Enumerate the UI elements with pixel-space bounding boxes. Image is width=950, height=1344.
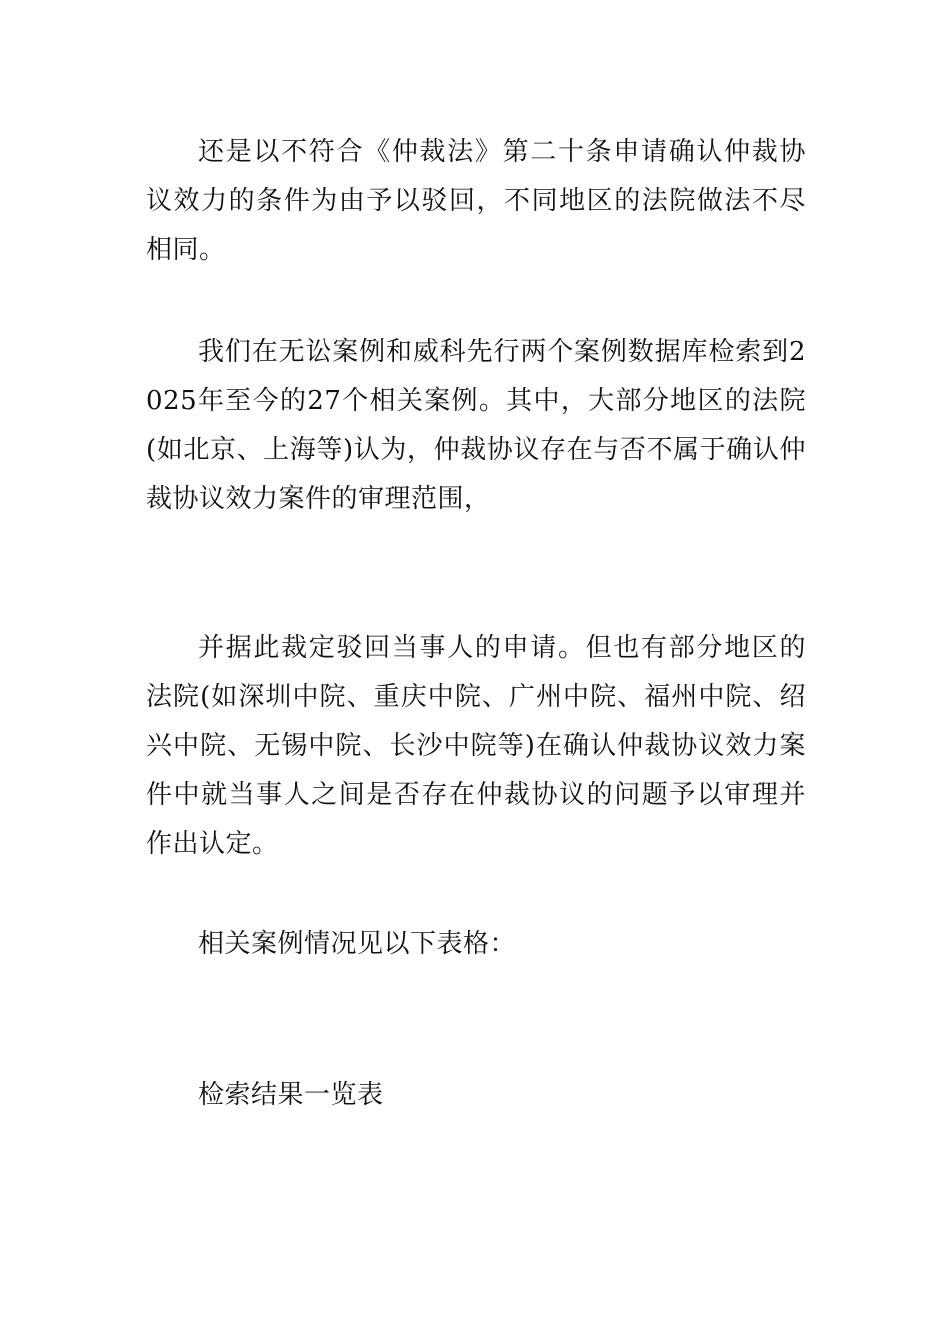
table-caption: 检索结果一览表 (198, 1080, 384, 1110)
paragraph-table-intro: 相关案例情况见以下表格： (198, 929, 517, 959)
paragraph-arbitration-law-article-20: 还是以不符合《仲裁法》第二十条申请确认仲裁协议效力的条件为由予以驳回，不同地区的法院做法不尽相同。 (146, 137, 806, 265)
paragraph-court-practice-differences: 并据此裁定驳回当事人的申请。但也有部分地区的法院(如深圳中院、重庆中院、广州中院、福州中院、绍兴中院、无锡中院、长沙中院等)在确认仲裁协议效力案件中就当事人之间是否存在仲裁协议的问题予以审理并作出认定。 (146, 633, 806, 859)
paragraph-case-search-summary: 我们在无讼案例和威科先行两个案例数据库检索到2025年至今的27个相关案例。其中，大部分地区的法院(如北京、上海等)认为，仲裁协议存在与否不属于确认仲裁协议效力案件的审理范围， (146, 337, 806, 514)
